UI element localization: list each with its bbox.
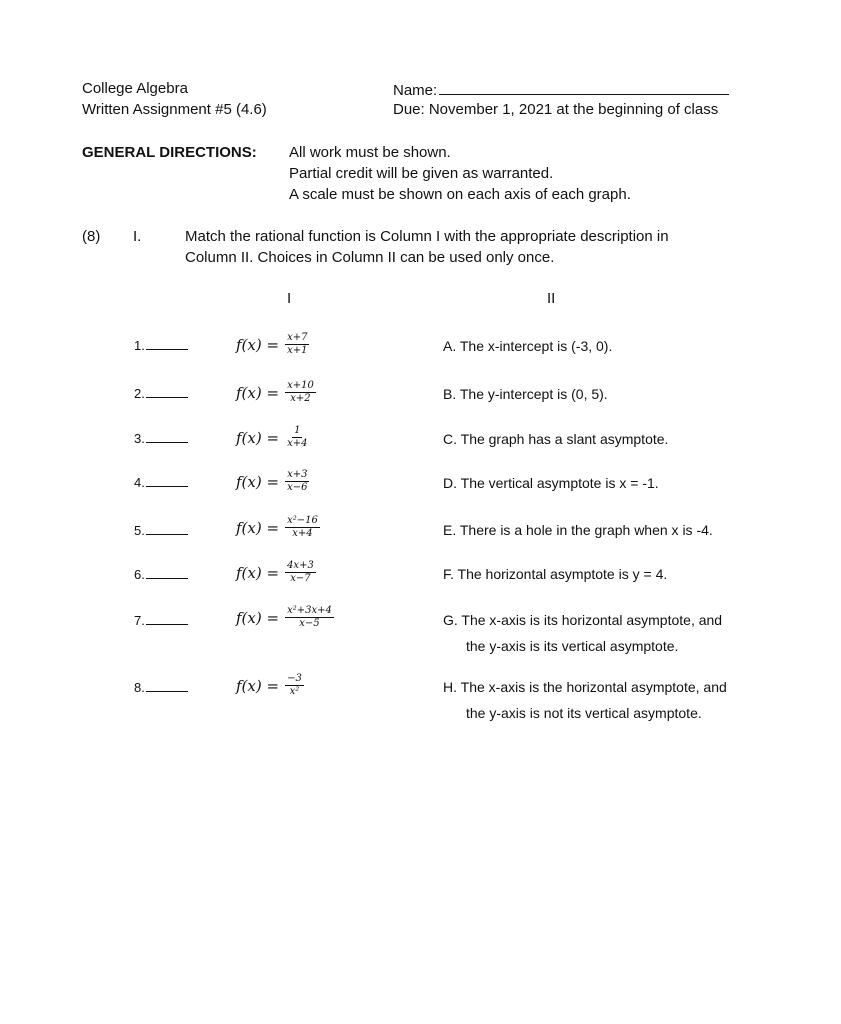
- name-blank: [439, 80, 729, 95]
- answer-slot-1[interactable]: 1.: [134, 337, 188, 353]
- answer-slot-2[interactable]: 2.: [134, 385, 188, 401]
- choice-e: E. There is a hole in the graph when x is -4.: [443, 522, 713, 538]
- function-5: f(x) = $\frac{\text{x²−16}}{x+4}$: [236, 515, 318, 539]
- answer-blank[interactable]: [146, 679, 188, 692]
- choice-h: H. The x-axis is the horizontal asymptote, and the y-axis is not its vertical asymptote.: [443, 679, 727, 721]
- direction-line-2: Partial credit will be given as warranted.: [289, 165, 554, 182]
- column-i-header: I: [287, 290, 292, 307]
- function-6: f(x) = $\frac{4x+3}{x-7}$: [236, 560, 314, 584]
- direction-line-1: All work must be shown.: [289, 144, 451, 161]
- assignment-title: Written Assignment #5 (4.6): [82, 101, 267, 118]
- problem-points: (8): [82, 228, 101, 245]
- choice-d: D. The vertical asymptote is x = -1.: [443, 475, 659, 491]
- choice-c: C. The graph has a slant asymptote.: [443, 431, 669, 447]
- choice-f: F. The horizontal asymptote is y = 4.: [443, 566, 668, 582]
- answer-slot-4[interactable]: 4.: [134, 474, 188, 490]
- problem-number: I.: [133, 228, 142, 245]
- instruction-line-2: Column II. Choices in Column II can be used only once.: [185, 249, 555, 266]
- answer-blank[interactable]: [146, 566, 188, 579]
- answer-blank[interactable]: [146, 474, 188, 487]
- answer-blank[interactable]: [146, 612, 188, 625]
- directions-label: GENERAL DIRECTIONS:: [82, 144, 257, 161]
- course-title: College Algebra: [82, 80, 188, 97]
- function-4: f(x) = $\frac{x+3}{x-6}$: [236, 469, 308, 493]
- answer-slot-6[interactable]: 6.: [134, 566, 188, 582]
- answer-slot-7[interactable]: 7.: [134, 612, 188, 628]
- function-7: f(x) = $\frac{\text{x²+3x+4}}{x-5}$: [236, 605, 332, 629]
- answer-blank[interactable]: [146, 522, 188, 535]
- answer-blank[interactable]: [146, 430, 188, 443]
- function-2: f(x) = $\frac{x+10}{x+2}$: [236, 380, 314, 404]
- answer-blank[interactable]: [146, 337, 188, 350]
- function-8: f(x) = $\frac{-3}{\text{x²}}$: [236, 673, 302, 697]
- choice-b: B. The y-intercept is (0, 5).: [443, 386, 608, 402]
- name-label: Name:: [393, 82, 438, 99]
- instruction-line-1: Match the rational function is Column I with the appropriate description in: [185, 228, 669, 245]
- direction-line-3: A scale must be shown on each axis of each graph.: [289, 186, 631, 203]
- answer-blank[interactable]: [146, 385, 188, 398]
- answer-slot-3[interactable]: 3.: [134, 430, 188, 446]
- function-1: f(x) = $\frac{x+7}{x+1}$: [236, 332, 308, 356]
- choice-a: A. The x-intercept is (-3, 0).: [443, 338, 613, 354]
- answer-slot-8[interactable]: 8.: [134, 679, 188, 695]
- due-date: Due: November 1, 2021 at the beginning of class: [393, 101, 719, 118]
- column-ii-header: II: [547, 290, 556, 307]
- answer-slot-5[interactable]: 5.: [134, 522, 188, 538]
- choice-g: G. The x-axis is its horizontal asymptote, and the y-axis is its vertical asymptote.: [443, 612, 723, 654]
- name-field: [393, 80, 729, 99]
- function-3: f(x) = $\frac{1}{x+4}$: [236, 425, 308, 449]
